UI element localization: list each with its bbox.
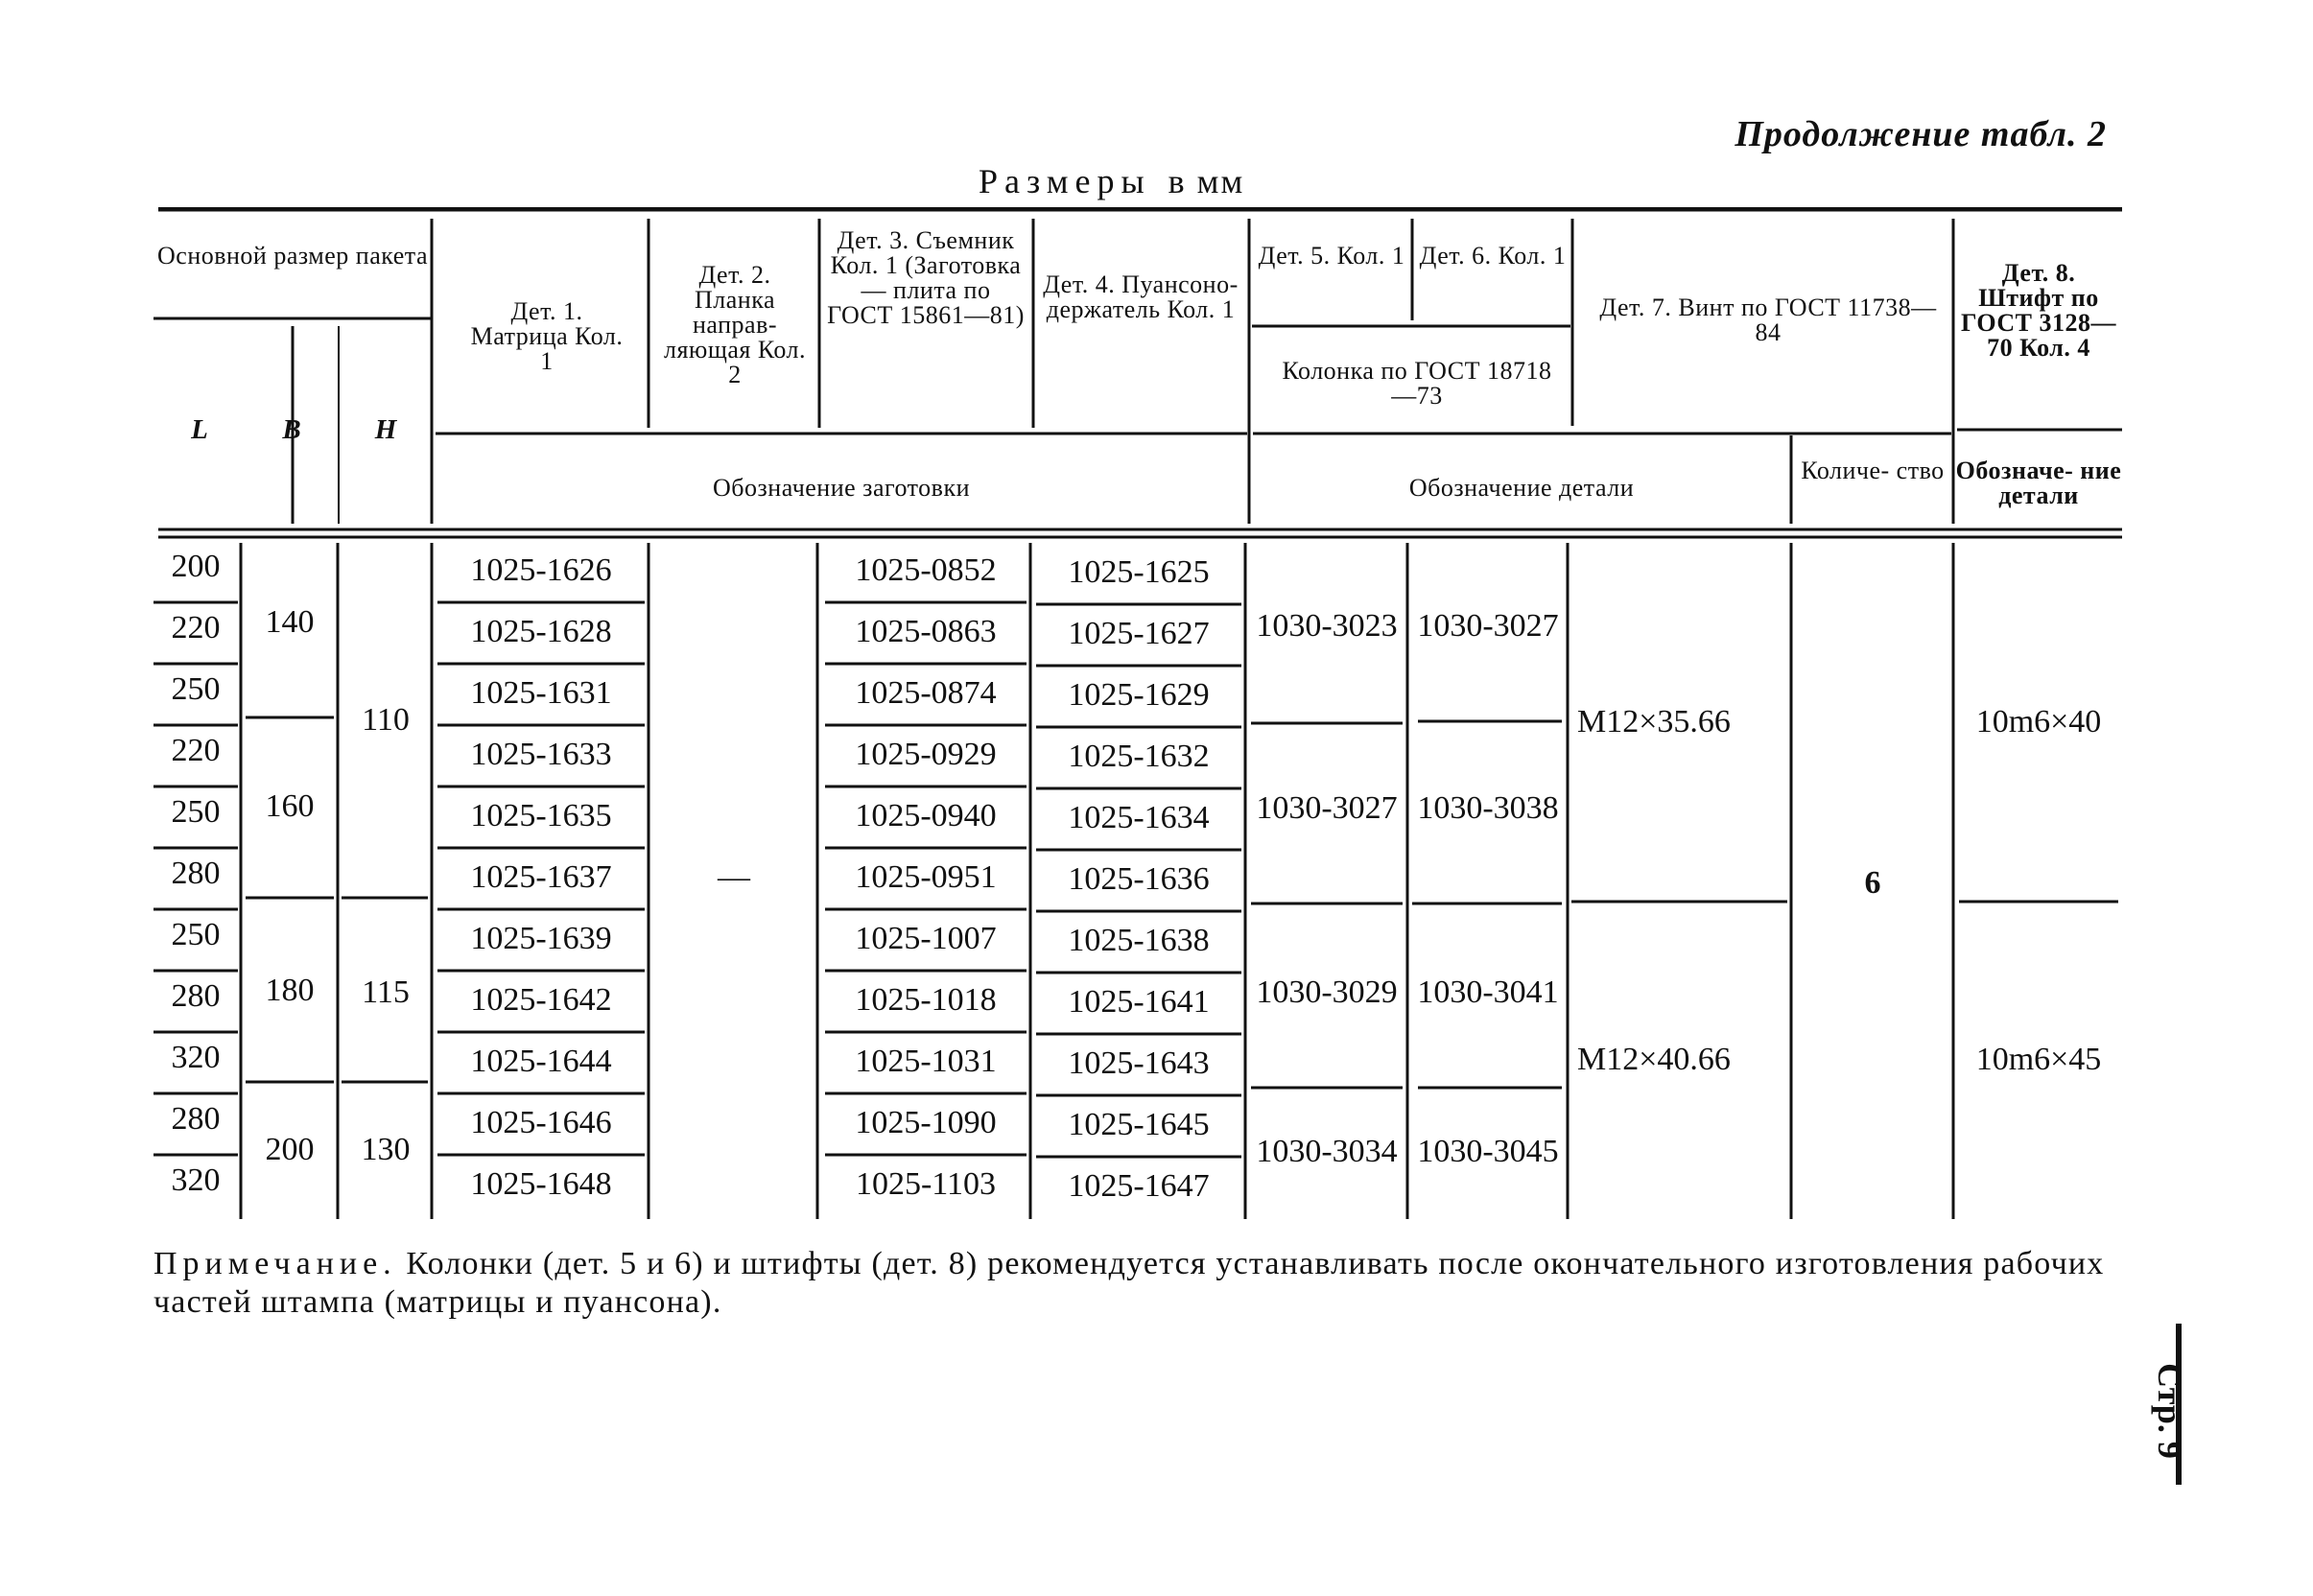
header-det7: Дет. 7. Винт по ГОСТ 11738—84	[1599, 293, 1937, 346]
table-cell-det6: 1030-3027	[1417, 608, 1559, 644]
table-cell-det3: 1025-1018	[855, 982, 997, 1018]
units-label: Размеры	[979, 162, 1151, 200]
header-det8: Дет. 8. Штифт по ГОСТ 3128—70 Кол. 4	[1960, 259, 2117, 362]
table-cell-det1: 1025-1646	[470, 1105, 612, 1140]
note-text: Колонки (дет. 5 и 6) и штифты (дет. 8) рекомендуется устанавливать после окончательного изготовления рабочих частей штампа (матрицы и пуансона).	[153, 1246, 2105, 1320]
table-cell-det5: 1030-3027	[1256, 790, 1398, 826]
table-cell-det4: 1025-1632	[1068, 739, 1210, 774]
table-cell-det1: 1025-1644	[470, 1044, 612, 1079]
table-cell-l: 220	[171, 733, 221, 768]
table-cell-b: 180	[265, 973, 315, 1008]
table-cell-det4: 1025-1647	[1068, 1168, 1210, 1204]
table-cell-l: 220	[171, 610, 221, 645]
table-cell-det6: 1030-3038	[1417, 790, 1559, 826]
header-base-size: Основной размер пакета	[157, 242, 428, 270]
table-cell-h: 130	[361, 1132, 411, 1167]
header-det3: Дет. 3. Съемник Кол. 1 (Заготовка — плита по ГОСТ 15861—81)	[827, 226, 1025, 329]
units-value: в мм	[1168, 162, 1245, 200]
table-cell-det7: M12×40.66	[1577, 1042, 1731, 1077]
table-cell-det4: 1025-1629	[1068, 677, 1210, 713]
continuation-title: Продолжение табл. 2	[1735, 114, 2107, 154]
header-det5: Дет. 5. Кол. 1	[1258, 242, 1405, 270]
page-number: Стр. 9	[2150, 1363, 2189, 1459]
table-cell-det2: —	[718, 859, 750, 895]
table-cell-det1: 1025-1635	[470, 798, 612, 833]
table-cell-l: 250	[171, 917, 221, 952]
table-cell-det8: 10m6×40	[1975, 704, 2102, 739]
table-cell-det1: 1025-1631	[470, 675, 612, 711]
table-cell-det1: 1025-1633	[470, 737, 612, 772]
header-part-designation: Обозначение детали	[1408, 474, 1635, 502]
table-cell-det6: 1030-3041	[1417, 974, 1559, 1010]
header-det4: Дет. 4. Пуансоно- держатель Кол. 1	[1043, 270, 1239, 323]
header-h: H	[374, 414, 397, 445]
table-cell-det1: 1025-1626	[470, 552, 612, 588]
table-cell-det5: 1030-3023	[1256, 608, 1398, 644]
header-column-gost: Колонка по ГОСТ 18718—73	[1282, 357, 1552, 410]
table-note	[153, 1245, 2122, 1322]
table-cell-l: 280	[171, 1101, 221, 1137]
table-cell-l: 250	[171, 794, 221, 830]
dimensions-table	[153, 207, 2122, 1219]
table-cell-det3: 1025-0863	[855, 614, 997, 649]
note-label: Примечание.	[153, 1246, 397, 1281]
table-cell-det1: 1025-1648	[470, 1166, 612, 1202]
table-cell-det7: M12×35.66	[1577, 704, 1731, 739]
table-cell-l: 250	[171, 671, 221, 707]
table-cell-b: 160	[265, 788, 315, 824]
table-cell-h: 110	[362, 702, 410, 738]
table-cell-det8: 10m6×45	[1975, 1042, 2102, 1077]
header-det6: Дет. 6. Кол. 1	[1419, 242, 1567, 270]
table-cell-l: 320	[171, 1040, 221, 1075]
table-cell-det5: 1030-3029	[1256, 974, 1398, 1010]
table-cell-det3: 1025-0929	[855, 737, 997, 772]
table-cell-det3: 1025-0940	[855, 798, 997, 833]
header-quantity: Количе- ство	[1801, 457, 1945, 484]
table-cell-l: 200	[171, 549, 221, 584]
table-cell-det4: 1025-1638	[1068, 923, 1210, 958]
header-det2: Дет. 2. Планка направ- ляющая Кол. 2	[663, 261, 807, 388]
table-cell-det6: 1030-3045	[1417, 1134, 1559, 1169]
table-cell-det5: 1030-3034	[1256, 1134, 1398, 1169]
table-cell-quantity: 6	[1864, 865, 1881, 901]
table-cell-det4: 1025-1627	[1068, 616, 1210, 651]
table-cell-det4: 1025-1634	[1068, 800, 1210, 835]
units-caption	[979, 161, 1244, 201]
table-cell-det3: 1025-0852	[855, 552, 997, 588]
table-cell-det4: 1025-1645	[1068, 1107, 1210, 1142]
table-cell-det1: 1025-1628	[470, 614, 612, 649]
header-l: L	[191, 414, 208, 445]
table-cell-det4: 1025-1625	[1068, 554, 1210, 590]
table-cell-l: 280	[171, 978, 221, 1014]
table-cell-det4: 1025-1636	[1068, 861, 1210, 897]
table-cell-l: 280	[171, 856, 221, 891]
header-b: B	[282, 414, 301, 445]
table-cell-det3: 1025-1103	[855, 1166, 997, 1202]
table-cell-l: 320	[171, 1162, 221, 1198]
table-cell-det3: 1025-1090	[855, 1105, 997, 1140]
header-det1: Дет. 1. Матрица Кол. 1	[470, 297, 624, 375]
table-cell-det1: 1025-1642	[470, 982, 612, 1018]
table-cell-det3: 1025-1007	[855, 921, 997, 956]
table-cell-det3: 1025-1031	[855, 1044, 997, 1079]
table-cell-det4: 1025-1643	[1068, 1045, 1210, 1081]
table-cell-det3: 1025-0951	[855, 859, 997, 895]
header-blank-designation: Обозначение заготовки	[713, 474, 970, 502]
table-cell-b: 140	[265, 604, 315, 640]
table-cell-det3: 1025-0874	[855, 675, 997, 711]
table-cell-h: 115	[362, 974, 410, 1010]
header-part-designation-short: Обозначе- ние детали	[1955, 457, 2122, 509]
table-cell-det1: 1025-1637	[470, 859, 612, 895]
table-cell-b: 200	[265, 1132, 315, 1167]
table-cell-det4: 1025-1641	[1068, 984, 1210, 1020]
table-cell-det1: 1025-1639	[470, 921, 612, 956]
